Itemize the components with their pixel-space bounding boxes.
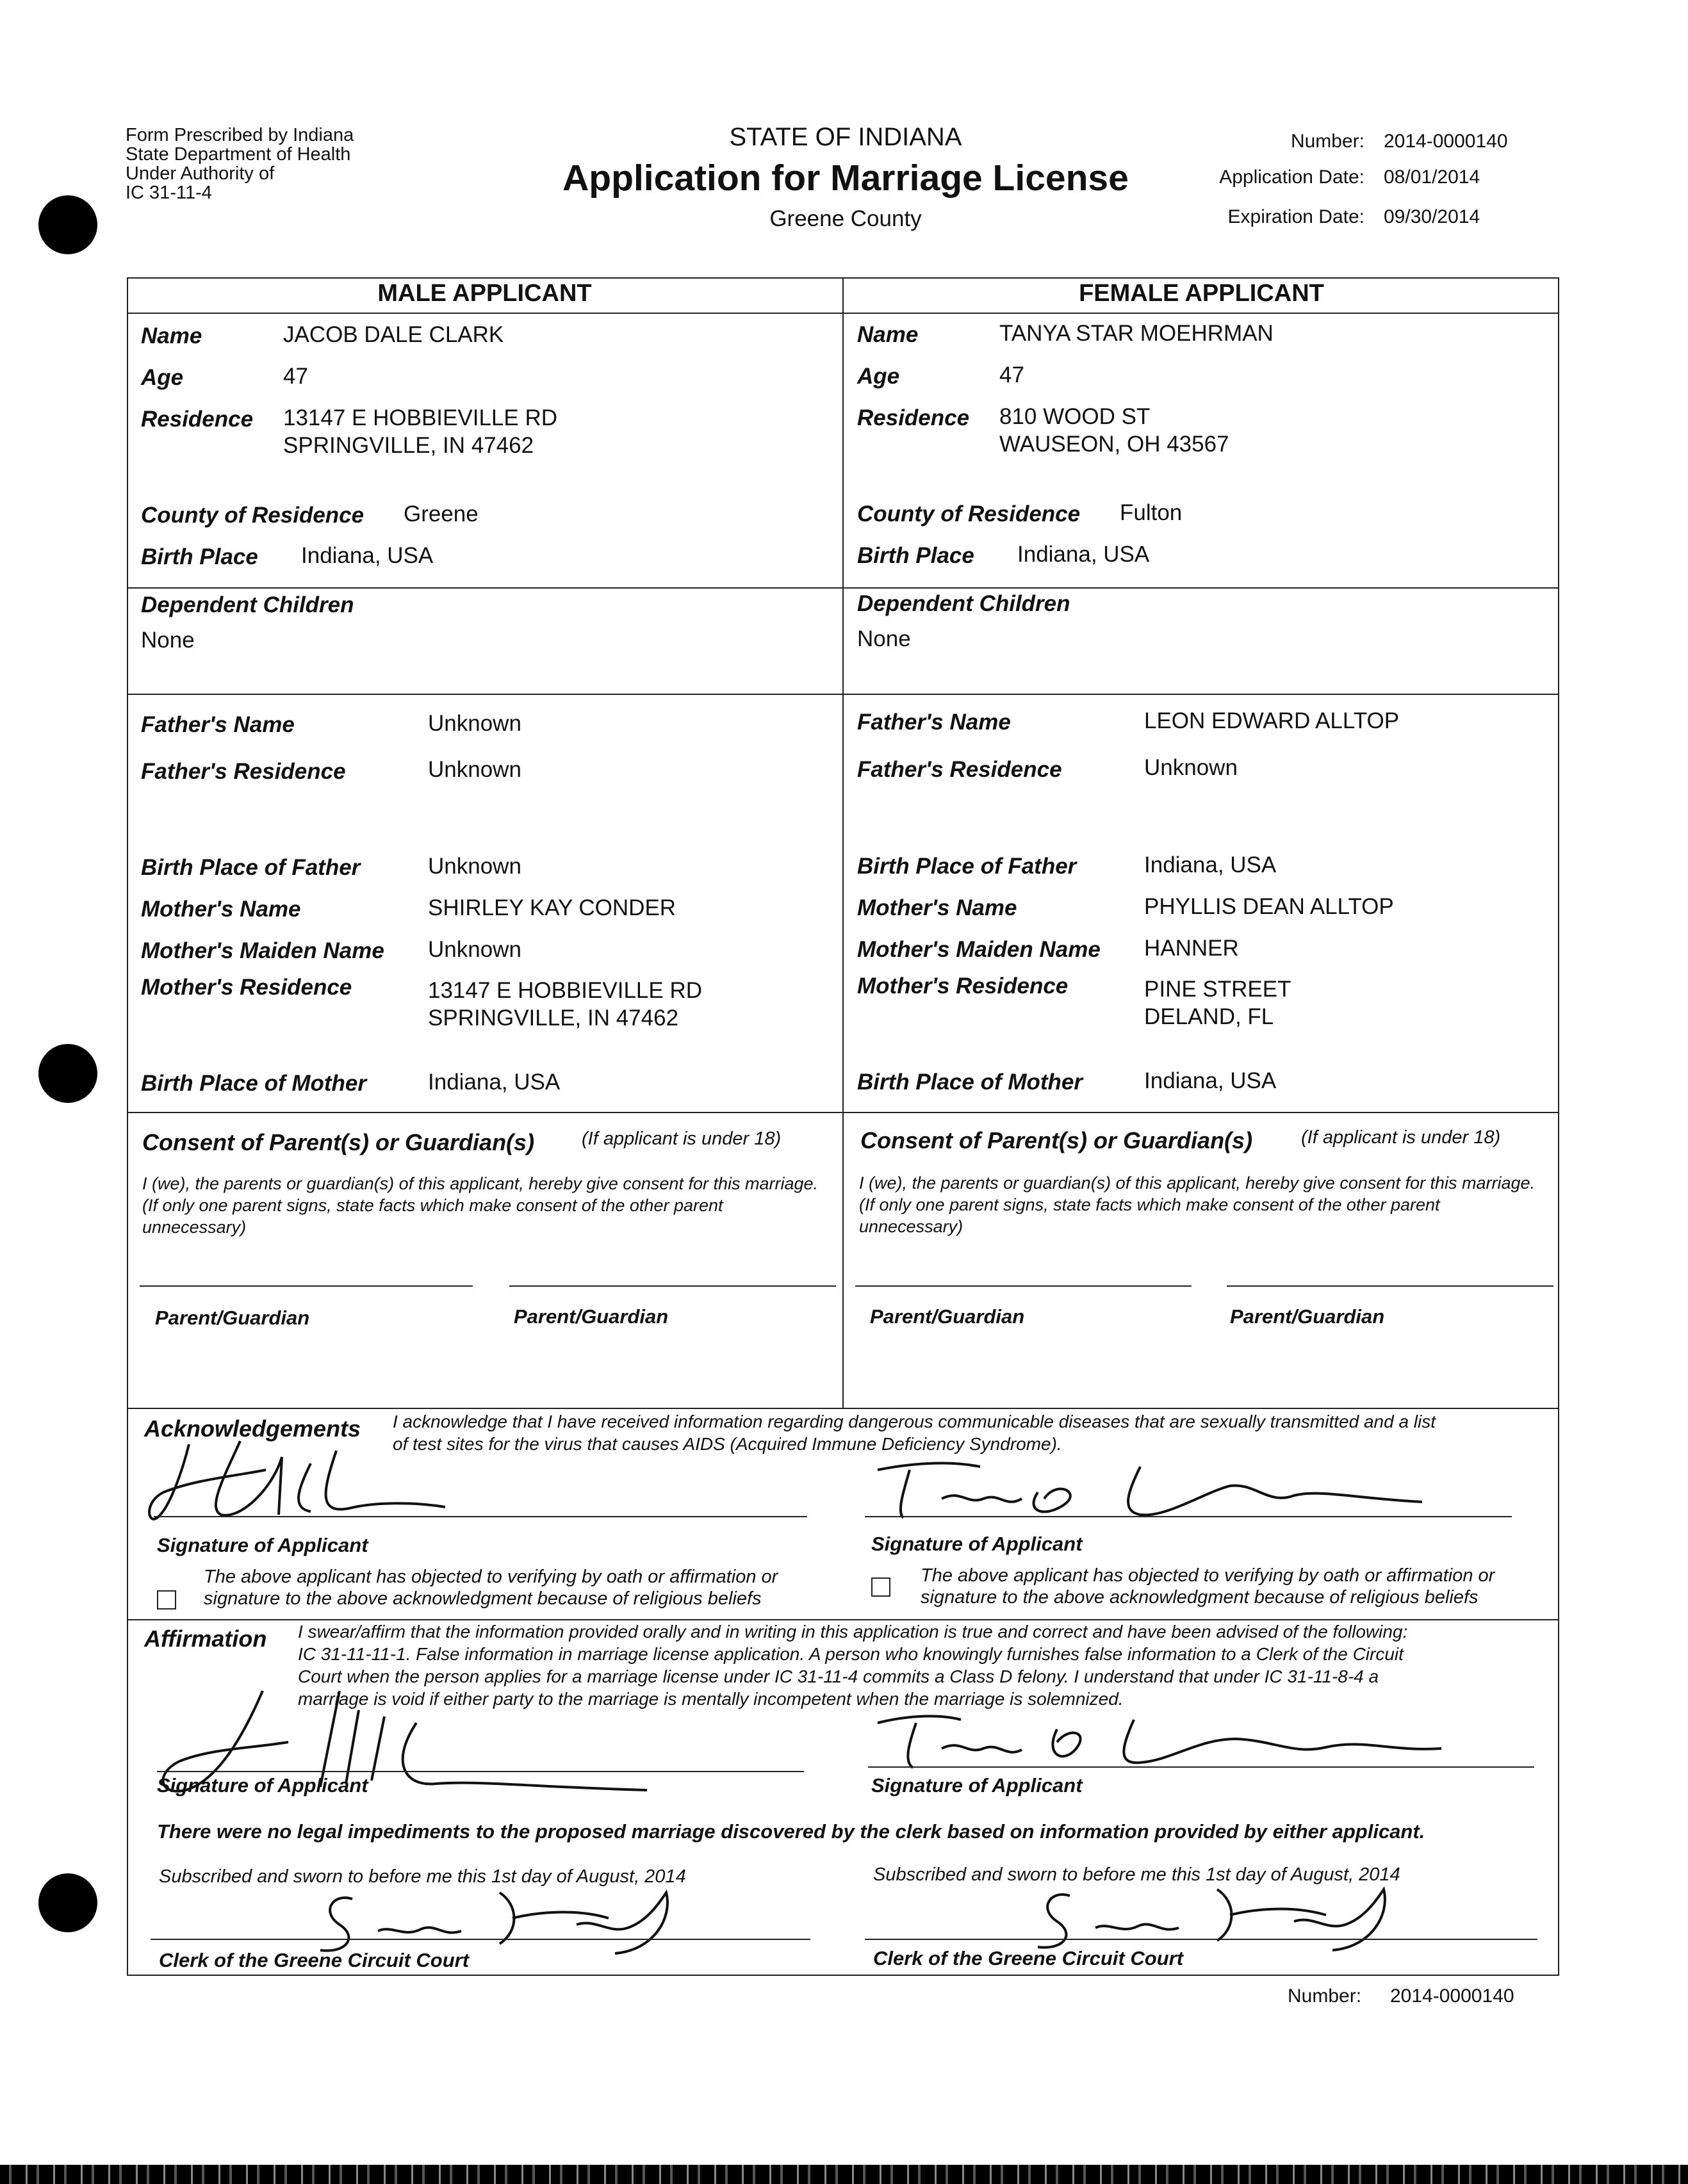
male-ack-signature-line (154, 1516, 807, 1517)
male-mother-name-label: Mother's Name (141, 897, 301, 922)
prescribed-line: IC 31-11-4 (126, 183, 212, 203)
male-residence-line1: 13147 E HOBBIEVILLE RD (283, 405, 557, 430)
female-mother-birth-label: Birth Place of Mother (857, 1070, 1083, 1095)
form-number: 2014-0000140 (1384, 131, 1508, 152)
male-guardian-label-2: Parent/Guardian (514, 1305, 669, 1328)
male-mother-residence-line2: SPRINGVILLE, IN 47462 (428, 1006, 679, 1031)
female-consent-text: I (we), the parents or guardian(s) of this applicant, hereby give consent for this marriage. (If only one parent signs, state facts which make consent of the other parent unnecessary) (859, 1173, 1536, 1236)
female-signature-ack (871, 1454, 1448, 1524)
application-date-label: Application Date: (1219, 167, 1364, 188)
punch-hole-top (38, 195, 97, 254)
female-affirm-signature-label: Signature of Applicant (871, 1774, 1083, 1797)
female-objection-text: The above applicant has objected to verifying by oath or affirmation or signature to the above acknowledgment because of religious beliefs (921, 1565, 1495, 1608)
male-mother-residence-line1: 13147 E HOBBIEVILLE RD (428, 978, 702, 1003)
male-dependents: None (141, 628, 195, 653)
male-affirm-signature-line (157, 1771, 804, 1772)
male-name-label: Name (141, 323, 202, 348)
expiration-date-label: Expiration Date: (1227, 206, 1364, 227)
number-label: Number: (1290, 131, 1364, 152)
male-county: Greene (404, 501, 479, 526)
expiration-date: 09/30/2014 (1384, 206, 1480, 227)
prescribed-block (126, 126, 354, 202)
male-father-name: Unknown (428, 711, 521, 736)
male-applicant-heading: MALE APPLICANT (377, 280, 592, 307)
male-father-birth-label: Birth Place of Father (141, 855, 361, 880)
male-guardian-line-2 (509, 1285, 836, 1287)
female-father-birth-label: Birth Place of Father (857, 854, 1077, 879)
column-divider (842, 277, 844, 1408)
male-consent-note: (If applicant is under 18) (582, 1129, 782, 1149)
female-guardian-label-2: Parent/Guardian (1230, 1305, 1385, 1328)
male-clerk-signature-line (151, 1939, 810, 1940)
female-county-label: County of Residence (857, 501, 1081, 526)
female-residence-line2: WAUSEON, OH 43567 (999, 432, 1229, 457)
male-sworn-text: Subscribed and sworn to before me this 1st day of August, 2014 (159, 1866, 686, 1887)
row-divider (127, 694, 1559, 695)
male-mother-maiden: Unknown (428, 937, 521, 962)
female-guardian-line-2 (1227, 1285, 1553, 1287)
female-ack-signature-line (865, 1516, 1512, 1517)
female-father-name-label: Father's Name (857, 710, 1011, 735)
female-signature-affirm (865, 1704, 1473, 1774)
female-father-residence-label: Father's Residence (857, 757, 1062, 782)
male-signature-ack (144, 1431, 477, 1528)
female-mother-residence-line2: DELAND, FL (1144, 1004, 1274, 1029)
female-mother-birth: Indiana, USA (1144, 1068, 1277, 1093)
row-divider (127, 1619, 1559, 1620)
female-ack-signature-label: Signature of Applicant (871, 1533, 1083, 1555)
form-title: Application for Marriage License (562, 158, 1129, 199)
female-father-birth: Indiana, USA (1144, 852, 1277, 877)
male-mother-birth-label: Birth Place of Mother (141, 1071, 366, 1096)
female-mother-residence-label: Mother's Residence (857, 974, 1069, 998)
county-name: Greene County (769, 206, 922, 231)
male-father-residence: Unknown (428, 757, 521, 782)
scan-edge-strip (0, 2165, 1688, 2184)
female-residence-label: Residence (857, 405, 970, 430)
female-mother-name: PHYLLIS DEAN ALLTOP (1144, 894, 1394, 919)
male-birth-place-label: Birth Place (141, 544, 258, 569)
footer-number: 2014-0000140 (1390, 1985, 1514, 2007)
female-name-label: Name (857, 322, 919, 347)
male-objection-text: The above applicant has objected to verifying by oath or affirmation or signature to the above acknowledgment because of religious beliefs (204, 1567, 778, 1609)
footer-number-label: Number: (1288, 1985, 1362, 2007)
male-father-name-label: Father's Name (141, 712, 295, 737)
female-clerk-label: Clerk of the Greene Circuit Court (873, 1947, 1184, 1969)
female-father-name: LEON EDWARD ALLTOP (1144, 708, 1400, 733)
prescribed-line: Form Prescribed by Indiana (126, 125, 354, 145)
male-age-label: Age (141, 365, 184, 390)
female-birth-place: Indiana, USA (1017, 542, 1150, 567)
male-mother-residence-label: Mother's Residence (141, 975, 352, 1000)
female-clerk-signature-line (865, 1939, 1537, 1940)
male-affirm-signature-label: Signature of Applicant (157, 1774, 368, 1797)
female-mother-maiden-label: Mother's Maiden Name (857, 937, 1101, 962)
affirmation-title: Affirmation (144, 1626, 267, 1652)
affirmation-line3: Court when the person applies for a marriage license under IC 31-11-4 commits a Class D felony. I understand that under IC 31-11-8-4 a (298, 1667, 1379, 1686)
row-divider (127, 587, 1559, 589)
female-dependents-label: Dependent Children (857, 591, 1070, 616)
punch-hole-middle (38, 1044, 97, 1103)
female-guardian-label-1: Parent/Guardian (870, 1305, 1025, 1328)
prescribed-line: Under Authority of (126, 163, 275, 184)
row-divider (127, 313, 1559, 314)
female-dependents: None (857, 626, 911, 651)
female-guardian-line-1 (855, 1285, 1192, 1287)
female-age: 47 (999, 363, 1024, 387)
row-divider (127, 1408, 1559, 1409)
female-county: Fulton (1120, 500, 1183, 525)
affirmation-line4: marriage is void if either party to the marriage is mentally incompetent when the marriage is solemnized. (298, 1689, 1124, 1709)
male-residence-line2: SPRINGVILLE, IN 47462 (283, 433, 534, 458)
male-county-label: County of Residence (141, 503, 365, 528)
female-affirm-signature-line (868, 1766, 1534, 1768)
male-age: 47 (283, 364, 308, 389)
female-mother-name-label: Mother's Name (857, 895, 1017, 920)
affirmation-line2: IC 31-11-11-1. False information in marriage license application. A person who knowingly furnishes false information to a Clerk of the Circuit (298, 1644, 1404, 1664)
male-father-residence-label: Father's Residence (141, 759, 346, 784)
female-sworn-text: Subscribed and sworn to before me this 1st day of August, 2014 (873, 1864, 1400, 1885)
acknowledgements-title: Acknowledgements (144, 1415, 361, 1442)
female-objection-checkbox[interactable] (871, 1577, 890, 1597)
acknowledgements-text-line2: of test sites for the virus that causes AIDS (Acquired Immune Deficiency Syndrome). (393, 1434, 1062, 1454)
row-divider (127, 1112, 1559, 1113)
state-name: STATE OF INDIANA (729, 123, 962, 151)
male-mother-maiden-label: Mother's Maiden Name (141, 938, 384, 963)
male-objection-checkbox[interactable] (157, 1590, 176, 1609)
application-date: 08/01/2014 (1384, 167, 1480, 188)
female-mother-maiden: HANNER (1144, 936, 1239, 961)
male-dependents-label: Dependent Children (141, 592, 354, 617)
female-residence-line1: 810 WOOD ST (999, 404, 1151, 429)
male-guardian-label-1: Parent/Guardian (155, 1307, 310, 1329)
male-mother-name: SHIRLEY KAY CONDER (428, 895, 676, 920)
acknowledgements-text-line1: I acknowledge that I have received information regarding dangerous communicable diseases that are sexually transmitted and a list (393, 1412, 1436, 1431)
male-birth-place: Indiana, USA (301, 543, 434, 568)
male-clerk-label: Clerk of the Greene Circuit Court (159, 1949, 470, 1971)
prescribed-line: State Department of Health (126, 144, 351, 165)
female-applicant-heading: FEMALE APPLICANT (1079, 280, 1324, 307)
male-name: JACOB DALE CLARK (283, 322, 504, 347)
affirmation-line1: I swear/affirm that the information provided orally and in writing in this application is true and correct and have been advised of the following: (298, 1622, 1408, 1642)
punch-hole-bottom (38, 1873, 97, 1932)
female-consent-note: (If applicant is under 18) (1301, 1127, 1501, 1148)
female-father-residence: Unknown (1144, 755, 1238, 780)
female-mother-residence-line1: PINE STREET (1144, 977, 1291, 1002)
male-mother-birth: Indiana, USA (428, 1070, 561, 1095)
impediments-statement: There were no legal impediments to the proposed marriage discovered by the clerk based on information provided by either applicant. (157, 1820, 1425, 1843)
female-consent-title: Consent of Parent(s) or Guardian(s) (860, 1127, 1253, 1153)
male-consent-text: I (we), the parents or guardian(s) of this applicant, hereby give consent for this marriage. (If only one parent signs, state facts which make consent of the other parent unnecessary) (142, 1174, 819, 1237)
male-residence-label: Residence (141, 407, 254, 432)
male-father-birth: Unknown (428, 854, 521, 879)
female-name: TANYA STAR MOEHRMAN (999, 321, 1274, 346)
male-consent-title: Consent of Parent(s) or Guardian(s) (142, 1129, 535, 1155)
male-guardian-line-1 (140, 1285, 473, 1287)
female-age-label: Age (857, 364, 900, 389)
male-ack-signature-label: Signature of Applicant (157, 1534, 368, 1556)
female-birth-place-label: Birth Place (857, 543, 974, 568)
